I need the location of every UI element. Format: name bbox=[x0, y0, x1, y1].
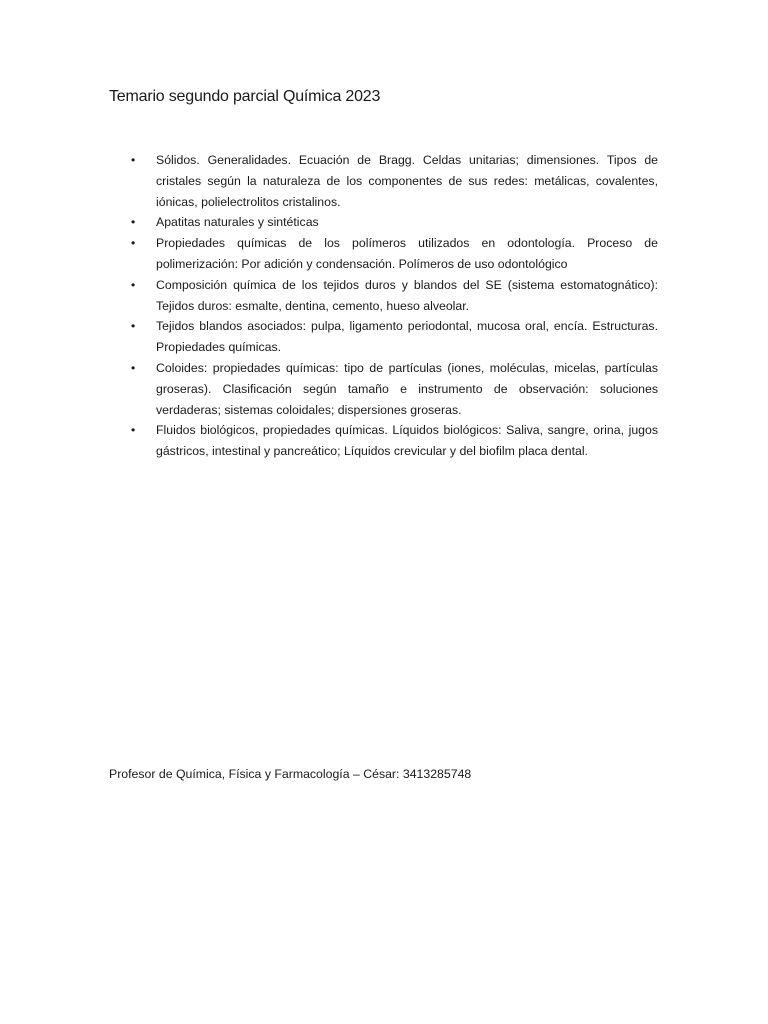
topic-text: Coloides: propiedades químicas: tipo de partículas (iones, moléculas, micelas, partículas groseras). Clasificación según tamaño e instrumento de observación: soluciones verdaderas; sistemas coloidales; dispersiones groseras. bbox=[156, 360, 658, 417]
footer-contact: Profesor de Química, Física y Farmacología – César: 3413285748 bbox=[109, 767, 472, 781]
topic-text: Propiedades químicas de los polímeros utilizados en odontología. Proceso de polimerización: Por adición y condensación. Polímeros de uso odontológico bbox=[156, 236, 658, 271]
document-title: Temario segundo parcial Química 2023 bbox=[109, 88, 381, 105]
topic-text: Fluidos biológicos, propiedades químicas. Líquidos biológicos: Saliva, sangre, orina, jugos gástricos, intestinal y pancreático; Líquidos crevicular y del biofilm placa dental. bbox=[156, 423, 658, 459]
bullet-icon: • bbox=[131, 277, 136, 292]
topic-item-tejidos-blandos bbox=[109, 316, 658, 358]
topic-item-composicion-tejidos bbox=[109, 275, 658, 317]
topic-item-polimeros bbox=[109, 233, 658, 275]
topic-text: Apatitas naturales y sintéticas bbox=[156, 215, 319, 230]
topic-text: Tejidos blandos asociados: pulpa, ligamento periodontal, mucosa oral, encía. Estructuras. Propiedades químicas. bbox=[156, 319, 658, 355]
topic-item-fluidos bbox=[109, 420, 658, 462]
topic-list bbox=[109, 150, 658, 462]
bullet-icon: • bbox=[131, 423, 136, 438]
topic-text: Composición química de los tejidos duros y blandos del SE (sistema estomatognático): Tejidos duros: esmalte, dentina, cemento, hueso alveolar. bbox=[156, 277, 658, 313]
topic-item-apatitas bbox=[109, 212, 658, 233]
bullet-icon: • bbox=[131, 236, 136, 251]
bullet-icon: • bbox=[131, 360, 136, 375]
bullet-icon: • bbox=[131, 319, 136, 334]
topic-item-coloides bbox=[109, 358, 658, 420]
bullet-icon: • bbox=[131, 215, 136, 230]
topic-item-solidos bbox=[109, 150, 658, 212]
topic-text: Sólidos. Generalidades. Ecuación de Bragg. Celdas unitarias; dimensiones. Tipos de cristales según la naturaleza de los componentes de sus redes: metálicas, covalentes, iónicas, polielectrolitos cristalinos. bbox=[156, 153, 658, 209]
bullet-icon: • bbox=[131, 153, 136, 167]
